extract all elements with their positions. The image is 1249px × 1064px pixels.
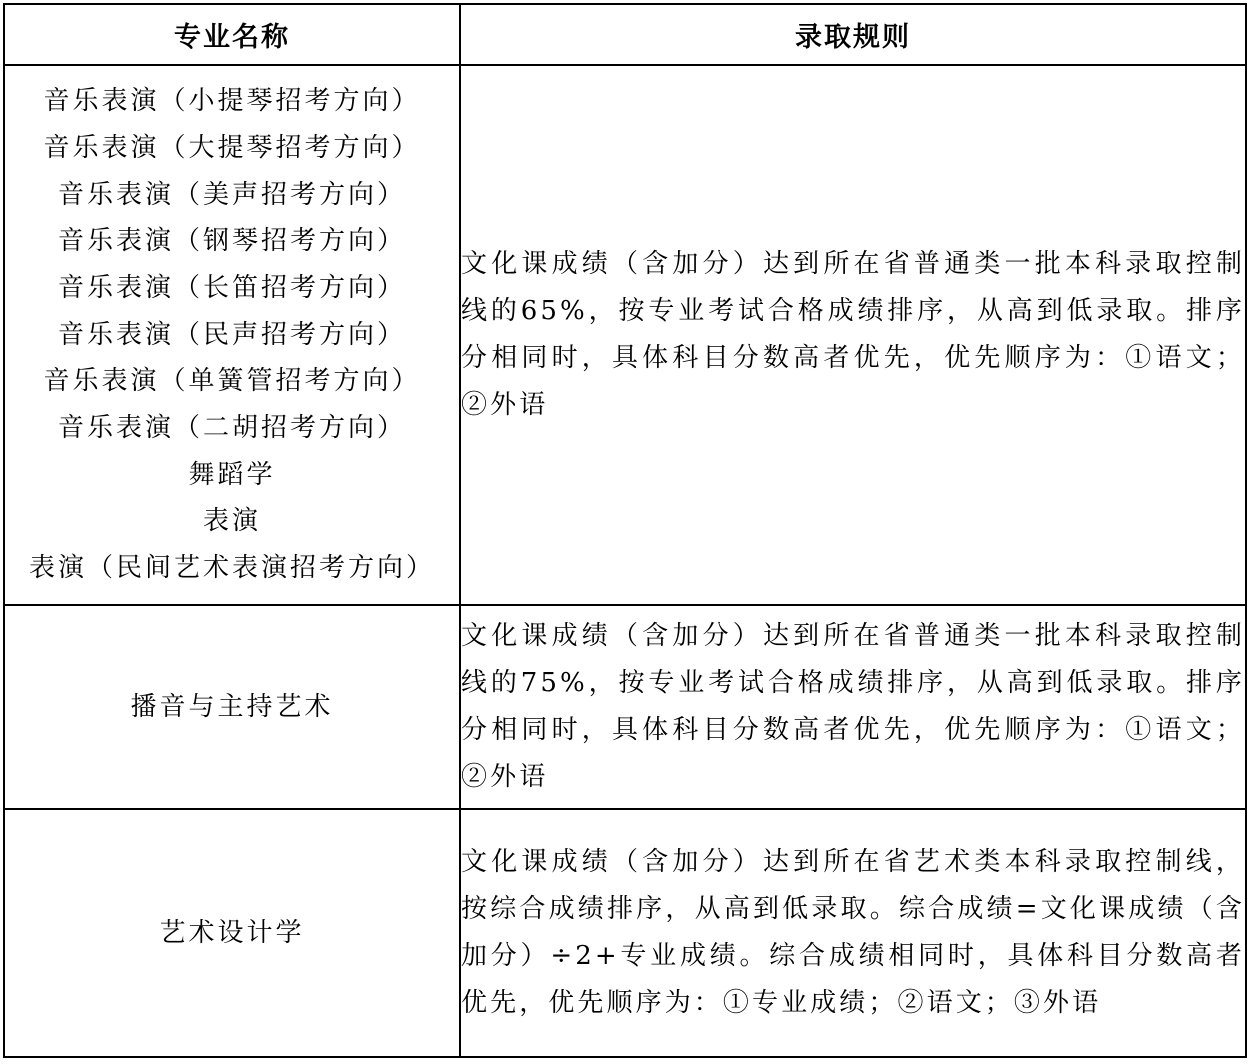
major-name: 音乐表演（大提琴招考方向） [43,132,421,163]
admission-rule-text: 文化课成绩（含加分）达到所在省普通类一批本科录取控制线的75%，按专业考试合格成绩排序，从高到低录取。排序分相同时，具体科目分数高者优先，优先顺序为：①语文；②外语 [461,621,1245,792]
admission-rules-table [3,3,1247,1058]
major-cell [4,605,460,809]
major-name: 表演（民间艺术表演招考方向） [28,553,435,584]
major-name: 音乐表演（小提琴招考方向） [43,86,421,117]
table-row [4,809,1246,1057]
rule-cell [460,809,1246,1057]
rule-cell [460,605,1246,809]
major-name: 音乐表演（二胡招考方向） [57,413,406,444]
table-row [4,65,1246,605]
admission-rule-text: 文化课成绩（含加分）达到所在省普通类一批本科录取控制线的65%，按专业考试合格成绩排序，从高到低录取。排序分相同时，具体科目分数高者优先，优先顺序为：①语文；②外语 [461,249,1245,420]
table-row [4,605,1246,809]
header-major-name: 专业名称 [4,4,460,65]
major-name: 舞蹈学 [188,459,276,490]
major-name: 音乐表演（美声招考方向） [57,179,406,210]
rule-cell [460,65,1246,605]
admission-rule-text: 文化课成绩（含加分）达到所在省艺术类本科录取控制线，按综合成绩排序，从高到低录取。综合成绩=文化课成绩（含加分）÷2+专业成绩。综合成绩相同时，具体科目分数高者优先，优先顺序为：①专业成绩；②语文；③外语 [461,847,1245,1018]
major-name: 表演 [202,506,261,537]
major-name: 音乐表演（民声招考方向） [57,319,406,350]
major-name: 音乐表演（钢琴招考方向） [57,226,406,257]
major-name: 艺术设计学 [159,917,305,948]
major-cell [4,809,460,1057]
header-admission-rule: 录取规则 [460,4,1246,65]
header-row [4,4,1246,65]
major-name: 音乐表演（单簧管招考方向） [43,366,421,397]
major-name: 播音与主持艺术 [130,691,334,722]
major-name: 音乐表演（长笛招考方向） [57,272,406,303]
major-cell [4,65,460,605]
